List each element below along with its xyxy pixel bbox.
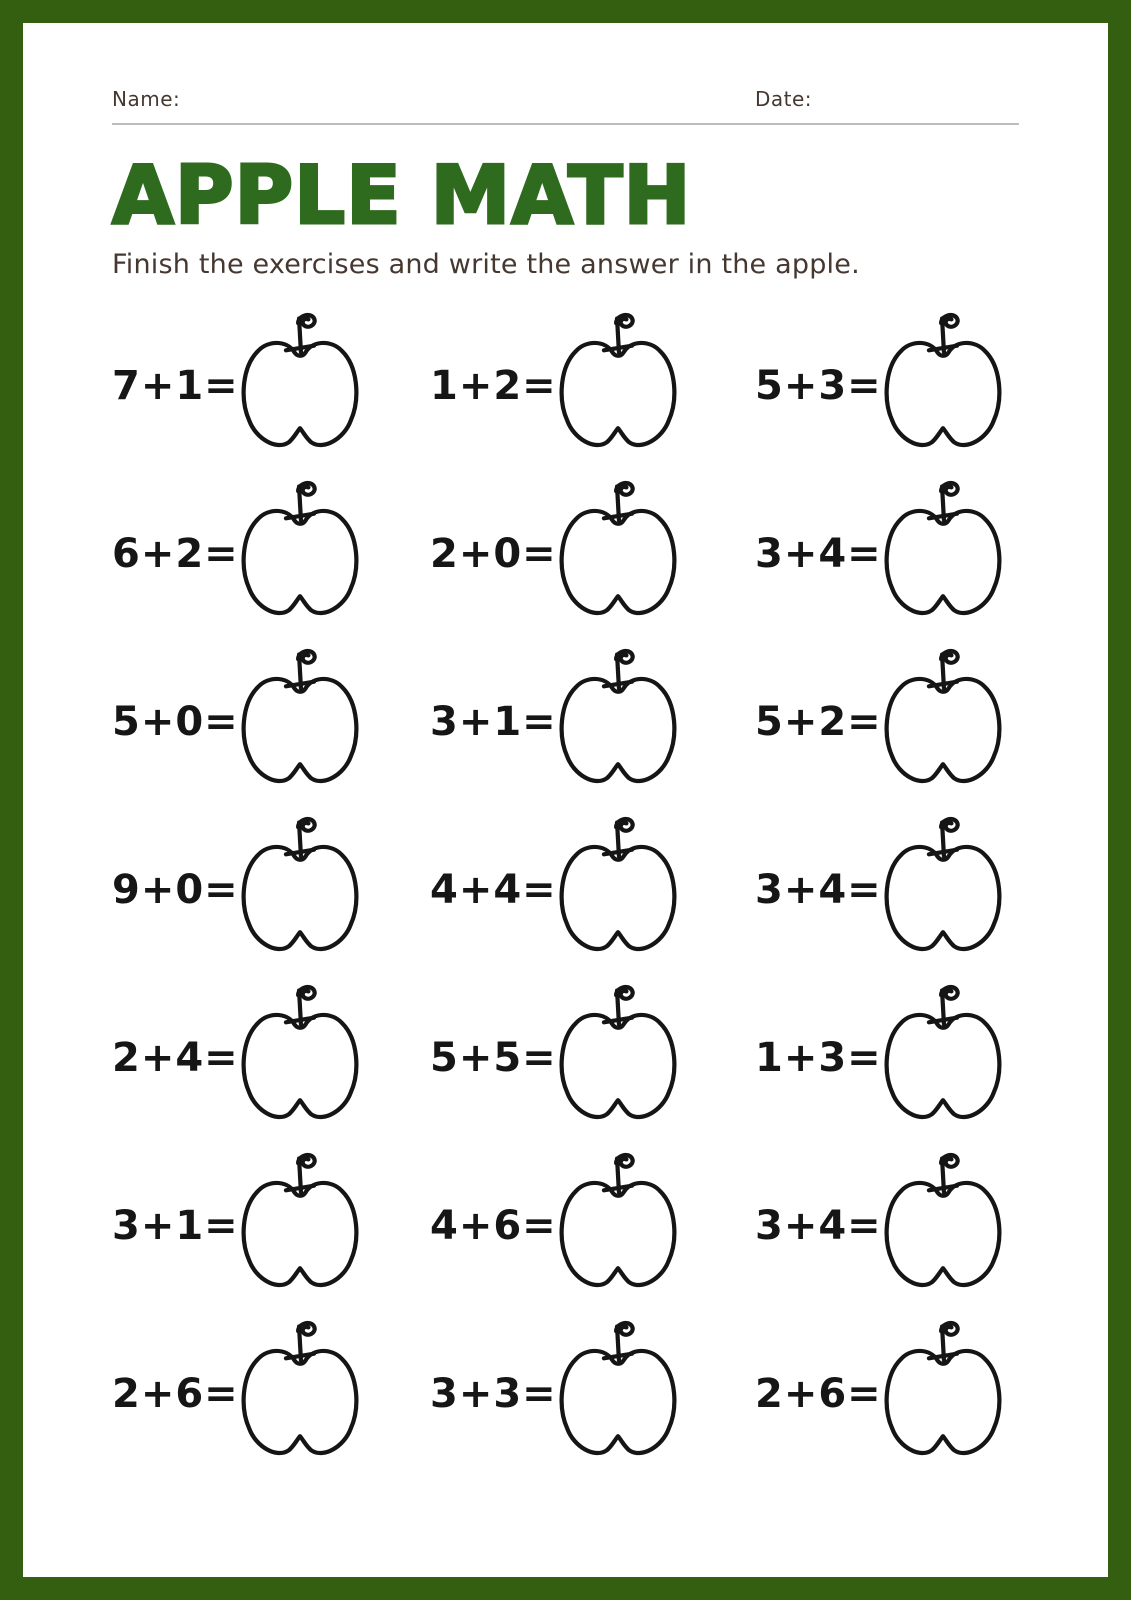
page-subtitle: Finish the exercises and write the answer in the apple. [112,249,860,280]
apple-body [886,343,999,445]
problem-text: 2+4= [112,1035,239,1081]
apple-body [243,679,356,781]
apple-body [561,679,674,781]
date-label: Date: [755,87,813,111]
problem-text: 2+6= [755,1371,882,1417]
exercise-cell [112,806,430,974]
exercise-cell [112,638,430,806]
apple-outline-icon [557,982,679,1134]
exercise-cell [430,974,755,1142]
apple-body [561,343,674,445]
problem-text: 5+2= [755,699,882,745]
exercise-cell [430,302,755,470]
exercise-cell [112,974,430,1142]
apple-body [243,343,356,445]
problem-text: 2+0= [430,531,557,577]
apple-body [886,1351,999,1453]
apple-body [886,1015,999,1117]
problem-text: 4+4= [430,867,557,913]
problem-text: 3+1= [430,699,557,745]
apple-outline-icon [882,814,1004,966]
apple-body [243,1183,356,1285]
problem-text: 4+6= [430,1203,557,1249]
exercise-cell [112,1310,430,1478]
exercise-cell [112,1142,430,1310]
exercise-cell [755,1142,1019,1310]
apple-outline-icon [557,310,679,462]
exercise-cell [112,302,430,470]
worksheet-sheet [23,23,1108,1577]
problem-text: 3+1= [112,1203,239,1249]
problem-text: 5+3= [755,363,882,409]
apple-outline-icon [882,982,1004,1134]
apple-outline-icon [239,1318,361,1470]
exercise-grid [112,302,1019,1478]
name-label: Name: [112,87,181,111]
apple-body [561,847,674,949]
page-title: APPLE MATH [112,149,692,242]
exercise-cell [430,470,755,638]
problem-text: 3+4= [755,1203,882,1249]
apple-body [886,1183,999,1285]
exercise-cell [430,1142,755,1310]
apple-body [886,847,999,949]
exercise-cell [755,806,1019,974]
apple-body [561,1015,674,1117]
exercise-cell [755,302,1019,470]
apple-outline-icon [882,1318,1004,1470]
apple-outline-icon [557,1150,679,1302]
apple-body [243,1015,356,1117]
apple-outline-icon [882,1150,1004,1302]
problem-text: 3+4= [755,531,882,577]
problem-text: 3+4= [755,867,882,913]
apple-outline-icon [239,478,361,630]
apple-outline-icon [239,310,361,462]
apple-body [561,1351,674,1453]
exercise-cell [112,470,430,638]
problem-text: 9+0= [112,867,239,913]
apple-outline-icon [557,646,679,798]
apple-outline-icon [239,646,361,798]
apple-body [886,679,999,781]
apple-body [243,511,356,613]
worksheet-content [23,23,1108,1577]
exercise-cell [755,470,1019,638]
exercise-cell [755,1310,1019,1478]
apple-body [886,511,999,613]
exercise-cell [430,1310,755,1478]
exercise-cell [755,974,1019,1142]
problem-text: 6+2= [112,531,239,577]
problem-text: 5+0= [112,699,239,745]
apple-body [243,847,356,949]
problem-text: 3+3= [430,1371,557,1417]
problem-text: 5+5= [430,1035,557,1081]
apple-outline-icon [882,310,1004,462]
apple-body [561,1183,674,1285]
apple-body [561,511,674,613]
apple-outline-icon [239,1150,361,1302]
apple-outline-icon [882,478,1004,630]
exercise-cell [755,638,1019,806]
apple-body [243,1351,356,1453]
problem-text: 7+1= [112,363,239,409]
exercise-cell [430,638,755,806]
apple-outline-icon [882,646,1004,798]
header [112,23,1019,125]
apple-outline-icon [557,478,679,630]
apple-outline-icon [557,1318,679,1470]
apple-outline-icon [239,982,361,1134]
exercise-cell [430,806,755,974]
problem-text: 1+3= [755,1035,882,1081]
problem-text: 1+2= [430,363,557,409]
apple-outline-icon [239,814,361,966]
apple-outline-icon [557,814,679,966]
problem-text: 2+6= [112,1371,239,1417]
